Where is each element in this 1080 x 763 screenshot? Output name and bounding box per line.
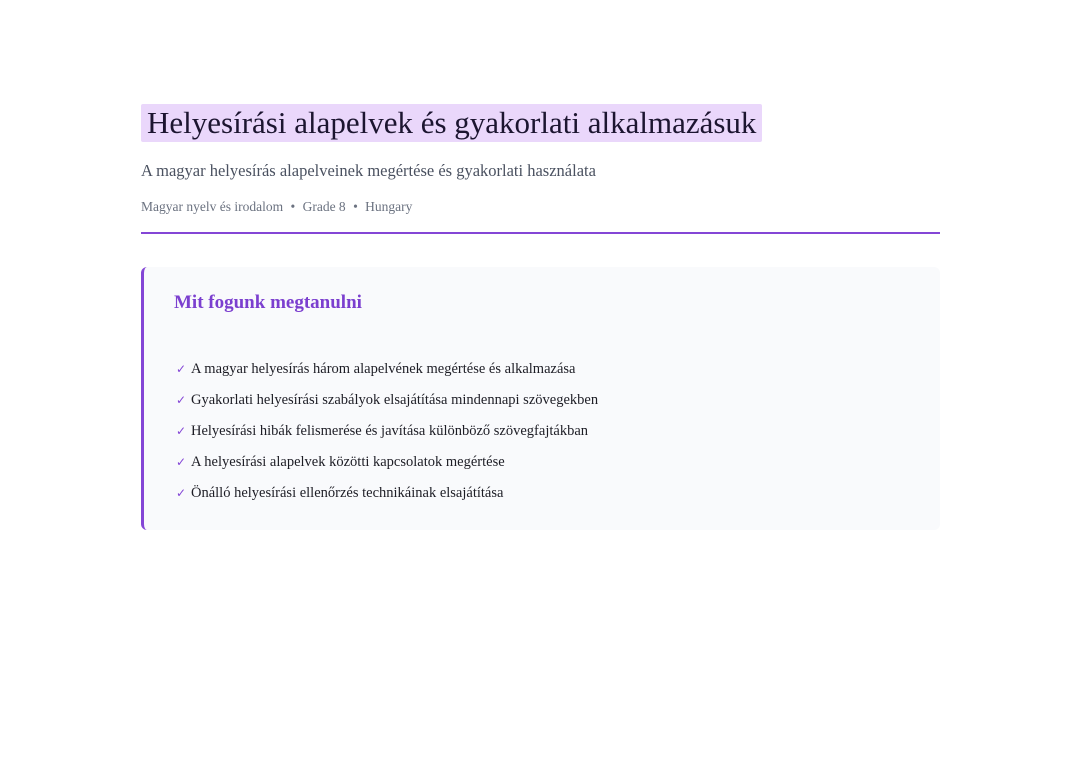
list-item — [176, 389, 598, 420]
objective-text: Önálló helyesírási ellenőrzés technikáinak elsajátítása — [191, 485, 504, 501]
list-item — [176, 358, 598, 389]
page-subtitle: A magyar helyesírás alapelveinek megértése és gyakorlati használata — [141, 161, 596, 180]
header-divider — [141, 232, 940, 234]
checkmark-icon: ✓ — [176, 486, 187, 500]
objectives-heading: Mit fogunk megtanulni — [174, 292, 362, 313]
objective-text: Gyakorlati helyesírási szabályok elsajátítása mindennapi szövegekben — [191, 392, 599, 408]
list-item — [176, 451, 598, 482]
lesson-meta — [141, 198, 940, 216]
checkmark-icon: ✓ — [176, 455, 187, 469]
objectives-list — [176, 358, 598, 513]
checkmark-icon: ✓ — [176, 393, 187, 407]
checkmark-icon: ✓ — [176, 362, 187, 376]
page-title: Helyesírási alapelvek és gyakorlati alkalmazásuk — [141, 104, 762, 142]
page-header — [141, 104, 940, 142]
objective-text: Helyesírási hibák felismerése és javítása különböző szövegfajtákban — [191, 423, 589, 439]
list-item — [176, 482, 598, 513]
meta-separator: • — [353, 199, 358, 214]
meta-subject: Magyar nyelv és irodalom — [141, 199, 284, 214]
meta-grade: Grade 8 — [302, 199, 346, 214]
objective-text: A magyar helyesírás három alapelvének megértése és alkalmazása — [191, 361, 576, 377]
lesson-page — [141, 104, 940, 530]
list-item — [176, 420, 598, 451]
meta-country: Hungary — [365, 199, 413, 214]
objective-text: A helyesírási alapelvek közötti kapcsolatok megértése — [191, 454, 505, 470]
learning-objectives-card — [141, 267, 940, 530]
checkmark-icon: ✓ — [176, 424, 187, 438]
meta-separator: • — [290, 199, 296, 214]
